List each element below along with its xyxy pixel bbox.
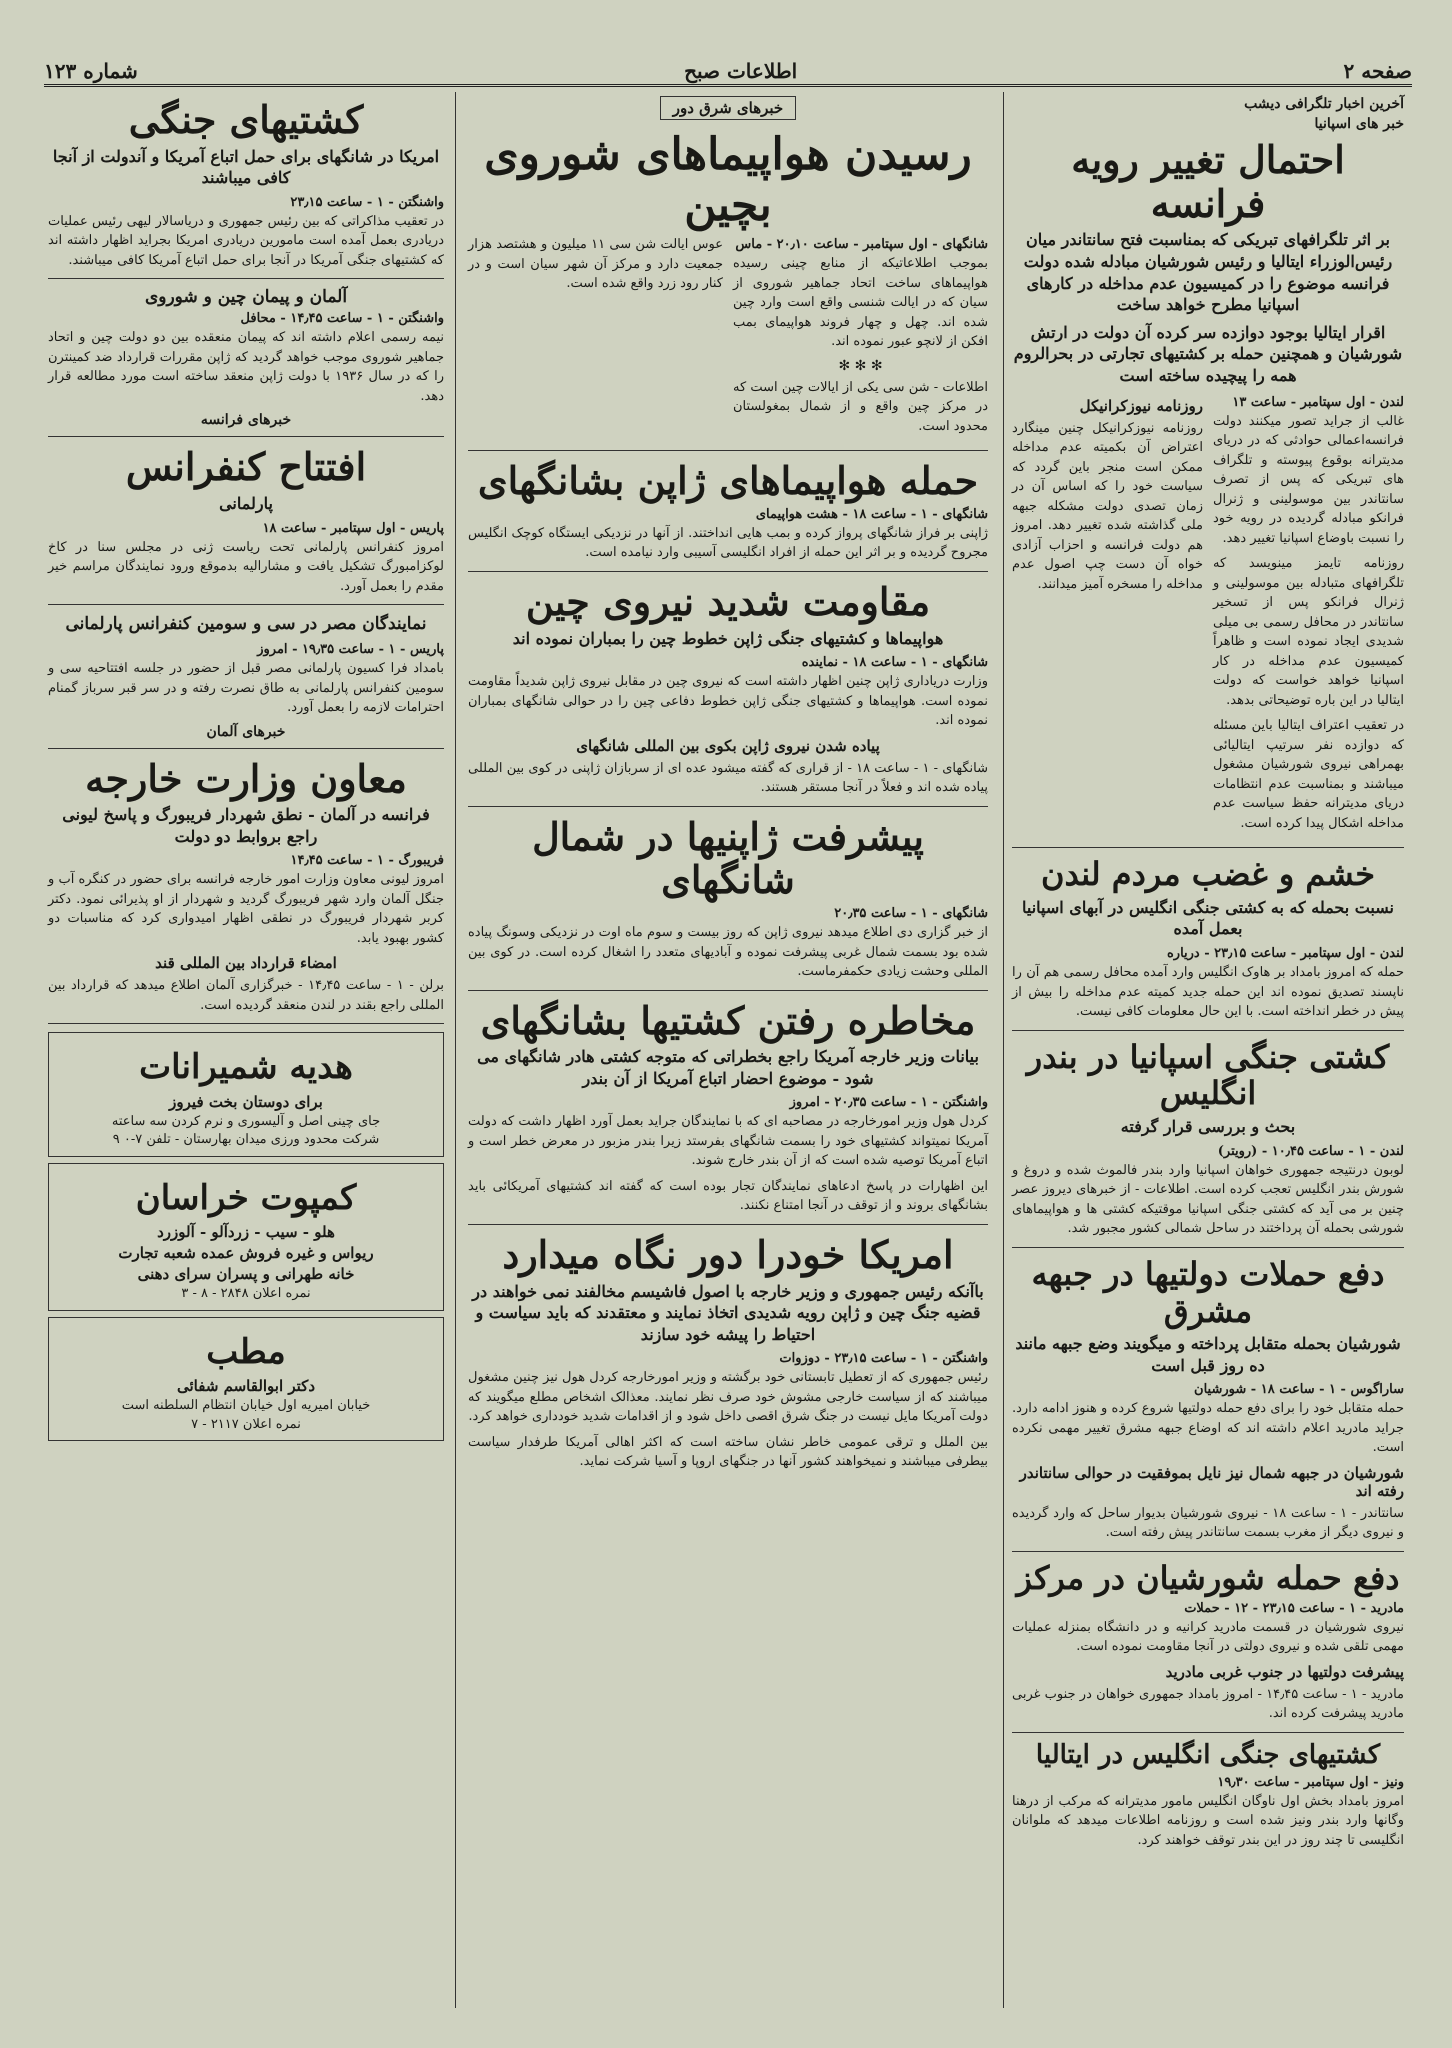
story-headline: نمایندگان مصر در سی و سومین کنفرانس پارلمانی xyxy=(65,614,427,635)
story-sub: بیانات وزیر خارجه آمریکا راجع بخطراتی که متوجه کشتی هادر شانگهای می شود - موضوع احضار اتباع آمریکا از آن بندر xyxy=(477,1047,979,1088)
dateline: شانگهای - اول سپتامبر - ساعت ۲۰٫۱۰ - ماس xyxy=(735,237,988,253)
dateline: شانگهای - ۱ - ساعت ۲۰٫۳۵ xyxy=(834,906,988,922)
story-body: نیروی شورشیان در قسمت مادرید کرانیه و در دانشگاه بمنزله عملیات مهمی تلقی شده و نیروی دولتی در آنجا مقاومت نموده است. xyxy=(1012,1619,1404,1655)
story-sub: بحث و بررسی قرار گرفته xyxy=(1120,1117,1296,1137)
advertisement xyxy=(48,1163,444,1311)
dateline: فریبورگ - ۱ - ساعت ۱۴٫۴۵ xyxy=(290,853,444,869)
section-label: آخرین اخبار تلگرافی دیشب xyxy=(1244,96,1404,112)
section-label: خبرهای آلمان xyxy=(206,723,286,740)
story-body: حمله متقابل خود را برای دفع حمله دولتیها شروع کرده و هنوز ادامه دارد. جراید مادرید اعلام داشته اند که اوضاع جبهه مشرق تغییر مهمی نکرده است. xyxy=(1012,1401,1404,1456)
ad-line: خانه طهرانی و پسران سرای دهنی xyxy=(137,1265,355,1284)
story-body: حمله که امروز بامداد بر هاوک انگلیس وارد آمده محافل رسمی هم آن را ناپسند تصدیق نموده اند این حمله جدید کمیته عدم مداخله را بیش از پیش در خطر انداخته است. با این حال معلومات کافی نیست. xyxy=(1012,965,1404,1020)
story-body: امروز بامداد بخش اول ناوگان انگلیس مامور مدیترانه که مرکب از درهنا وگانها وارد بندر ونیز شده است و روزنامه اطلاعات میدهد که ملوانان انگلیسی تا چند روز در این بندر توقف خواهند کرد. xyxy=(1012,1793,1404,1848)
story-body: بین الملل و ترقی عمومی خاطر نشان ساخته است که اکثر اهالی آمریکا طرفدار سیاست بیطرفی میباشند و نمیخواهند کشور آنها در جنگهای اروپا و آسیا شرکت نماید. xyxy=(468,1434,988,1470)
column-left xyxy=(40,92,452,2008)
story-sub: پیاده شدن نیروی ژاپن بکوی بین المللی شانگهای xyxy=(576,736,880,755)
headline-conference-opening: افتتاح کنفرانس xyxy=(125,444,367,490)
dateline: پاریس - اول سپتامبر - ساعت ۱۸ xyxy=(262,520,444,536)
headline-deputy-foreign-minister: معاون وزارت خارجه xyxy=(85,755,407,801)
dateline: واشنگتن - ۱ - ساعت ۱۴٫۴۵ - محافل xyxy=(240,311,444,327)
story-lead: بر اثر تلگرافهای تبریکی که بمناسبت فتح سانتاندر میان رئیس‌الوزراء ایتالیا و رئیس شورشیان مبادله شده دولت فرانسه موضوع را در کمیسیون عدم مداخله در کارهای اسپانیا مطرح خواهد ساخت xyxy=(1023,230,1393,315)
ad-title: مطب xyxy=(206,1331,286,1372)
dateline: واشنگتن - ۱ - ساعت ۲۳٫۱۵ - دوزوات xyxy=(779,1351,988,1367)
story-body: برلن - ۱ - ساعت ۱۴٫۴۵ - خبرگزاری آلمان اطلاع میدهد که قرارداد بین المللی راجع بقند در لندن منعقد گردیده است. xyxy=(48,978,445,1013)
ad-line: هلو - سیب - زردآلو - آلوزرد xyxy=(157,1223,335,1242)
headline-london-anger: خشم و غضب مردم لندن xyxy=(1040,855,1376,894)
page-label: صفحه ۲ xyxy=(1343,59,1412,83)
story-sub: پیشرفت دولتیها در جنوب غربی مادرید xyxy=(1165,1662,1404,1681)
column-rule xyxy=(455,92,456,2008)
headline-japan-advance: پیشرفت ژاپنیها در شمال شانگهای xyxy=(532,813,924,903)
story-body: بامداد فرا کسیون پارلمانی مصر قبل از حضور در جلسه افتتاحیه سی و سومین کنفرانس پارلمانی به طاق نصرت رفته و در سر قبر سرباز گمنام احترامات لازمه را بعمل آورد. xyxy=(48,661,444,716)
headline-east-front: دفع حملات دولتیها در جبهه مشرق xyxy=(1031,1254,1385,1330)
paper-name: اطلاعات صبح xyxy=(684,59,798,83)
story-sub: هواپیماها و کشتیهای جنگی ژاپن خطوط چین را بمباران نموده اند xyxy=(512,628,944,648)
section-tag-far-east: خبرهای شرق دور xyxy=(660,96,796,120)
story-body: مادرید - ۱ - ساعت ۱۴٫۴۵ - امروز بامداد جمهوری خواهان در جنوب غربی مادرید پیشرفت کرده اند. xyxy=(1012,1686,1404,1722)
story-sub: امریکا در شانگهای برای حمل اتباع آمریکا و آندولت از آنجا کافی میباشند xyxy=(52,146,440,188)
story-body: کردل هول وزیر امورخارجه در مصاحبه ای که با نمایندگان جراید بعمل آورد اظهار داشت که دولت آمریکا نمیتواند کشتیهای خود را بسمت شانگهای بفرستد زیرا بندر مزبور در معرض خطر است و اتباع آمریکا توصیه شده است که از آن بندر خارج شوند. xyxy=(468,1114,988,1169)
section-label: خبرهای فرانسه xyxy=(200,412,292,429)
story-body: از خبر گزاری دی اطلاع میدهد نیروی ژاپن که روز بیست و سوم ماه اوت در نزدیکی وسونگ پیاده شده بود بسمت شمال غربی پیشرفت نموده و آبادیهای متعدد را اشغال کرده است. در کوی بین المللی وحشت زیادی حکمفرماست. xyxy=(468,925,988,980)
story-body: ژاپنی بر فراز شانگهای پرواز کرده و بمب هایی انداختند. از آنها در نزدیکی ایستگاه کوچک انگلیس مجروح گردیده و بر اثر این حمله از افراد انگلیسی آسیبی وارد نیامده است. xyxy=(468,525,988,561)
sub-section-label: خبر های اسپانیا xyxy=(1314,116,1404,132)
dateline: لندن - ۱ - ساعت ۱۰٫۴۵ - (رویتر) xyxy=(1217,1143,1404,1159)
dateline: لندن - اول سپتامبر - ساعت ۲۳٫۱۵ - دریاره xyxy=(1166,946,1404,962)
story-body: وزارت دریاداری ژاپن چنین اظهار داشته است که نیروی چین در مقابل نیروی ژاپن شدیداً مقاومت نموده است. هواپیماها و کشتیهای جنگی ژاپن خطوط دفاعی چین را در حوالی شانگهای بمباران نموده اند. xyxy=(468,674,988,729)
separator-stars: ✻ ✻ ✻ xyxy=(838,357,883,374)
headline-france-policy: احتمال تغییر رویه فرانسه xyxy=(1071,137,1345,226)
story-body: نیمه رسمی اعلام داشته اند که پیمان منعقده بین دو دولت چین و اتحاد جماهیر شوروی موجب خواهد گردید که ژاپن مقررات قرارداد ضد کمینترن را که در سال ۱۹۳۶ با دولت ژاپن منعقد ساخته است مورد مطالعه قرار دهد. xyxy=(48,330,444,404)
story-sub: شورشیان در جبهه شمال نیز نایل بموفقیت در حوالی سانتاندر رفته اند xyxy=(1019,1463,1404,1500)
story-body: امروز کنفرانس پارلمانی تحت ریاست ژنی در مجلس سنا در کاخ لوکزامبورگ تشکیل یافت و مشارالیه بدموقع ورود نمایندگان مراسم خیر مقدم را بعمل آورد. xyxy=(48,539,444,594)
story-sub: پارلمانی xyxy=(219,494,273,514)
ad-line: برای دوستان بخت فیروز xyxy=(169,1093,323,1112)
headline-warships: کشتیهای جنگی xyxy=(128,97,364,142)
advertisement xyxy=(48,1317,444,1441)
story-sub: فرانسه در آلمان - نطق شهردار فریبورگ و پاسخ لیونی راجع بروابط دو دولت xyxy=(62,805,430,846)
ad-line: ریواس و غیره فروش عمده شعبه تجارت xyxy=(118,1244,374,1263)
story-headline: روزنامه نیوزکرانیکل xyxy=(1079,396,1203,415)
ad-line: خیابان امیریه اول خیابان انتظام السلطنه است xyxy=(121,1398,371,1414)
ad-line: نمره اعلان ۲۱۱۷ - ۷ xyxy=(191,1416,301,1432)
story-body: سانتاندر - ۱ - ساعت ۱۸ - نیروی شورشیان بدیوار ساحل که وارد گردیده و نیروی دیگر از مغرب بسمت سانتاندر پیش رفته است. xyxy=(1012,1505,1404,1541)
dateline: ونیز - اول سپتامبر - ساعت ۱۹٫۳۰ xyxy=(1217,1774,1404,1790)
story-headline: آلمان و پیمان چین و شوروی xyxy=(144,287,348,308)
headline-spanish-warship: کشتی جنگی اسپانیا در بندر انگلیس xyxy=(1026,1037,1390,1113)
headline-china-resistance: مقاومت شدید نیروی چین xyxy=(525,578,931,624)
headline-british-ships-italy: کشتیهای جنگی انگلیس در ایتالیا xyxy=(1035,1739,1381,1770)
column-right xyxy=(1004,92,1412,2008)
story-body: عوس ایالت شن سی ۱۱ میلیون و هشتصد هزار جمعیت دارد و مرکز آن شهر سیان است و در کنار رود زرد واقع شده است. xyxy=(468,237,723,292)
dateline: لندن - اول سپتامبر - ساعت ۱۳ xyxy=(1232,394,1404,410)
dateline: شانگهای - ۱ - ساعت ۱۸ - هشت هواپیمای xyxy=(755,506,988,522)
story-body: اطلاعات - شن سی یکی از ایالات چین است که در مرکز چین واقع و از شمال بمغولستان محدود است. xyxy=(733,379,988,434)
ad-line: نمره اعلان ۲۸۴۸ - ۸ - ۳ xyxy=(181,1286,311,1302)
ad-line: شرکت محدود ورزی میدان بهارستان - تلفن ۷-۰ ۹ xyxy=(112,1132,380,1148)
story-sub: امضاء قرارداد بین المللی قند xyxy=(155,954,337,973)
story-sub: شورشیان بحمله متقابل پرداخته و میگویند وضع جبهه مانند ده روز قبل است xyxy=(1015,1334,1401,1375)
story-body: در تعقیب اعتراف ایتالیا باین مسئله که دوازده نفر سرتیپ ایتالیائی بهمراهی نیروی شورشیان مشغول میباشند و بمناسبت عدم انتظامات دریای مدیترانه حفظ سیاست عدم مداخله اشکال پیدا کرده است. xyxy=(1213,718,1404,831)
ad-title: کمپوت خراسان xyxy=(135,1177,357,1218)
story-body: بموجب اطلاعاتیکه از منابع چینی رسیده هواپیماهای ساخت اتحاد جماهیر شوروی از سیان که در ایالت شنسی واقع است وارد چین شده اند. چهل و چهار فروند هواپیمای بمب افکن از لانچو عبور نموده اند. xyxy=(733,256,988,350)
story-body: در تعقیب مذاکراتی که بین رئیس جمهوری و دریاسالار لیهی رئیس عملیات دریادری بعمل آمده است مامورین دریادری امریکا بجراید اظهار داشته اند که کشتیهای جنگی آمریکا در آنجا برای حمل اتباع آمریکا کافی میباشند. xyxy=(48,213,444,268)
dateline: واشنگتن - ۱ - ساعت ۲۳٫۱۵ xyxy=(290,194,444,210)
ad-line: جای چینی اصل و آلیسوری و نرم کردن سه ساعته xyxy=(111,1114,381,1130)
dateline: پاریس - ۱ - ساعت ۱۹٫۳۵ - امروز xyxy=(257,642,444,658)
story-body: لوبون درنتیجه جمهوری خواهان اسپانیا وارد بندر فالموث شده و دروغ و شورش بندر انگلیس تعجب کرده است. اطلاعات - از خبرهای دیروز عصر چنین بر می آید که کشتی جنگی اسپانیا موقتیکه کشتی ها و هواپیماهای شورشی بحمله آن پرداختند در ساحل شمالی کشور مجبور شد. xyxy=(1012,1162,1404,1237)
headline-japan-air-raid: حمله هواپیماهای ژاپن بشانگهای xyxy=(477,458,979,504)
ad-title: هدیه شمیرانات xyxy=(139,1047,353,1088)
story-body: روزنامه تایمز مینویسد که تلگرافهای متبادله بین موسولینی و ژنرال فرانکو پس از تسخیر سانتاندر در محافل رسمی بی میلی شدیدی ایجاد نموده است و ظاهراً کمیسیون عدم مداخله در کار اسپانیا خواهد خواست که دولت ایتالیا در این باره توضیحاتی بدهد. xyxy=(1213,556,1404,708)
advertisement xyxy=(48,1032,444,1156)
story-body: این اظهارات در پاسخ ادعاهای نمایندگان تجار بوده است که گفته اند کشتیهای آمریکائی باید بشانگهای بروند و از توقف در آنجا امتناع نکنند. xyxy=(468,1178,988,1214)
masthead xyxy=(44,58,1412,87)
story-sub: باآنکه رئیس جمهوری و وزیر خارجه با اصول فاشیسم مخالفند نمی خواهند در قضیه جنگ چین و ژاپن رویه شدیدی اتخاذ نمایند و معتقدند که باید سیاست و احتیاط را پیشه خود سازند xyxy=(472,1281,984,1344)
headline-soviet-planes: رسیدن هواپیماهای شوروی بچین xyxy=(484,129,972,231)
headline-ships-danger: مخاطره رفتن کشتیها بشانگهای xyxy=(480,997,976,1043)
story-lead-2: اقرار ایتالیا بوجود دوازده سر کرده آن دولت در ارتش شورشیان و همچنین حمله بر کشتیهای تجارتی در بحرالروم همه را پیچیده ساخته است xyxy=(1013,322,1403,385)
story-body: روزنامه نیوزکرانیکل چنین مینگارد اعتراض آن بکمیته عدم مداخله ممکن است منجر باین گردد که سیاست خود را که اساس آن در زمان تصدی دولت مشکله جبهه ملی گذاشته شده تغییر دهد. امروز هم دولت فرانسه و احزاب آزادی خواه آن دست چپ اصول عدم مداخله را مسخره آمیز میدانند. xyxy=(1012,420,1203,592)
dateline: شانگهای - ۱ - ساعت ۱۸ - نماینده xyxy=(801,655,988,671)
story-sub: نسبت بحمله که به کشتی جنگی انگلیس در آبهای اسپانیا بعمل آمده xyxy=(1022,897,1394,939)
dateline: ساراگوس - ۱ - ساعت ۱۸ - شورشیان xyxy=(1194,1382,1404,1398)
column-middle xyxy=(460,92,996,2008)
story-body: غالب از جراید تصور میکنند دولت فرانسه‌اعمالی حوادثی که در دریای مدیترانه بوقوع پیوسته و تلگراف های تبریکی که پس از تصرف سانتاندر بین موسولینی و ژنرال فرانکو مبادله گردیده در رویه خود را نسبت باوضاع اسپانیا تغییر دهد. xyxy=(1213,413,1404,546)
dateline: مادرید - ۱ - ساعت ۲۳٫۱۵ - ۱۲ - حملات xyxy=(1184,1600,1404,1616)
headline-america-distance: امریکا خودرا دور نگاه میدارد xyxy=(502,1231,954,1277)
story-body: امروز لیونی معاون وزارت امور خارجه فرانسه برای حضور در کنگره آب و جنگل آلمان وارد شهر فریبورگ گردید و شهردار از او پذیرائی نمود. دکتر کربر شهردار فریبورگ در نطقی اظهار امیدواری کرد که مناسبات دو کشور بهبود یابد. xyxy=(48,872,444,946)
issue-label: شماره ۱۲۳ xyxy=(44,59,138,83)
headline-center-front: دفع حمله شورشیان در مرکز xyxy=(1016,1558,1400,1597)
ad-line: دکتر ابوالقاسم شفائی xyxy=(176,1377,315,1396)
dateline: واشنگتن - ۱ - ساعت ۲۰٫۳۵ - امروز xyxy=(789,1095,988,1111)
story-body: شانگهای - ۱ - ساعت ۱۸ - از قراری که گفته میشود عده ای از سربازان ژاپنی در کوی بین المللی پیاده شده اند و فعلاً در آنجا مستقر هستند. xyxy=(468,760,988,796)
story-body: رئیس جمهوری که از تعطیل تابستانی خود برگشته و وزیر امورخارجه کردل هول نیز چنین مشغول میباشند که از سیاست خارجی مشوش خود صرف نظر نمایند. معذالک اشخاص مطلع میگویند که دولت آمریکا مایل نیست در جنگ شرق اقصی داخل شود و از اقدامات شدید خودداری خواهد کرد. xyxy=(468,1370,988,1425)
